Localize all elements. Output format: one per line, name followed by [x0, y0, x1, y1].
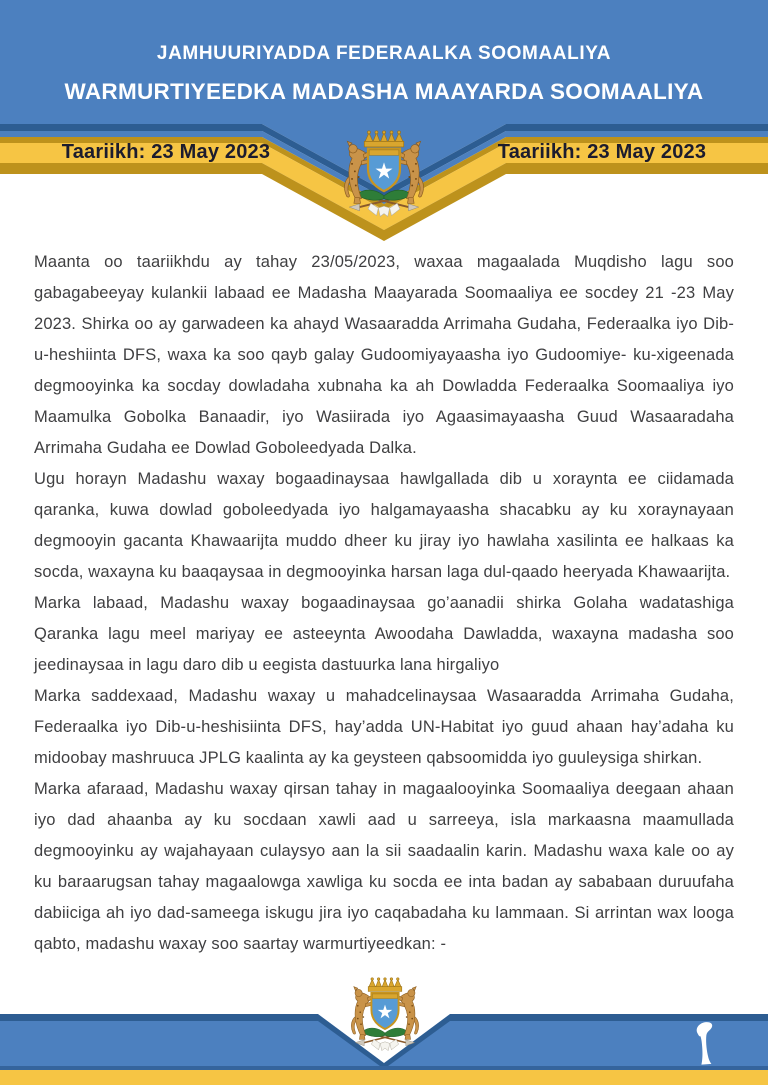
document-body [34, 247, 734, 960]
body-paragraph: Marka labaad, Madashu waxay bogaadinaysaa go’aanadii shirka Golaha wadatashiga Qaranka lagu meel mariyay ee asteeynta Awoodaha Dawladda, waxayna madasha soo jeedinaysaa in lagu daro dib u eegista dastuurka lana hirgaliyo [34, 594, 734, 674]
page-title: WARMURTIYEEDKA MADASHA MAAYARDA SOOMAALIYA [64, 79, 704, 104]
body-paragraph: Maanta oo taariikhdu ay tahay 23/05/2023, waxaa magaalada Muqdisho lagu soo gabagabeeyay kulankii labaad ee Madasha Maayarada Soomaaliya ee socdey 21 -23 May 2023. Shirka oo ay garwadeen ka ahayd Wasaaradda Arrimaha Gudaha, Federaalka iyo Dib-u-heshiinta DFS, waxa ka soo qayb galay Gudoomiyayaasha iyo Gudoomiye- ku-xigeenada degmooyinka ka socday dowladaha xubnaha ka ah Dowladda Federaalka Soomaaliya iyo Maamulka Gobolka Banaadir, iyo Wasiirada iyo Agaasimayaasha Guud Wasaaradaha Arrimaha Gudaha ee Dowlad Goboleedyada Dalka. [34, 253, 734, 457]
body-paragraph: Ugu horayn Madashu waxay bogaadinaysaa hawlgallada dib u xoraynta ee ciidamada qaranka, kuwa dowlad goboleedyada iyo halgamayaasha shacabku ay ku xoraynayaan degmooyin gacanta Khawaarijta muddo dheer ku jiray iyo hawlaha xasilinta ee halkaas ka socda, waxayna ku baaqaysaa in degmooyinka harsan laga dul-qaado heeryada Khawaarijta. [34, 470, 734, 581]
body-paragraph: Marka afaraad, Madashu waxay qirsan tahay in magaalooyinka Soomaaliya deegaan ahaan iyo dad ahaanba ay ku socdaan xawli aad u sarreeya, isla markaasna maamullada degmooyinku ay wajahayaan culaysyo aan la sii saadaalin karin. Madashu waxa kale oo ay ku baraarugsan tahay magaalowga xawliga ku socda ee inta badan ay sababaan duruufaha dabiiciga ah iyo dad-sameega iskugu jira iyo caqabadaha ku lammaan. Si arrintan wax looga qabto, madashu waxay soo saartay warmurtiyeedkan: - [34, 780, 734, 953]
header-banner [0, 0, 768, 245]
body-paragraph: Marka saddexaad, Madashu waxay u mahadcelinaysaa Wasaaradda Arrimaha Gudaha, Federaalka iyo Dib-u-heshisiinta DFS, hay’adda UN-Habitat iyo guud ahaan hay’adaha ku midoobay mashruuca JPLG kaalinta ay ka geysteen qabsoomidda iyo guuleysiga shirkan. [34, 687, 734, 767]
header-republic-line: JAMHUURIYADDA FEDERAALKA SOOMAALIYA [156, 43, 612, 64]
date-label-left: Taariikh: 23 May 2023 [61, 141, 271, 163]
footer-banner [0, 975, 768, 1085]
date-label-right: Taariikh: 23 May 2023 [497, 141, 707, 163]
